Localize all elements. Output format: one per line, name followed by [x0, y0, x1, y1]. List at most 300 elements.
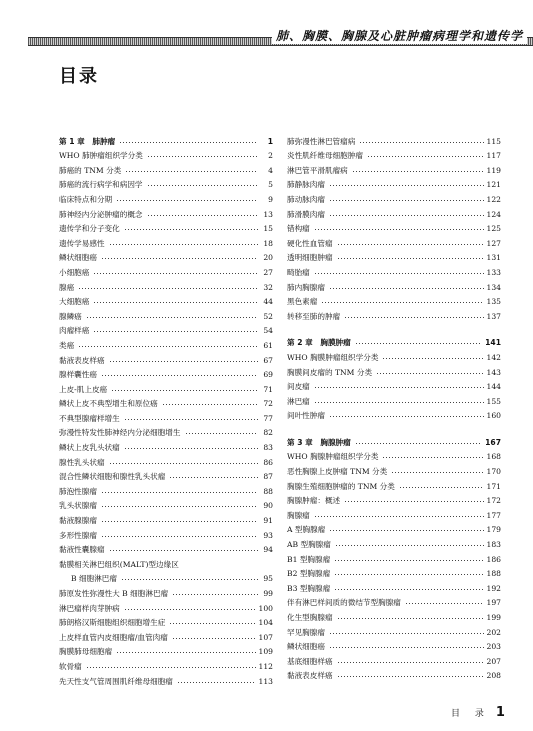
- toc-entry[interactable]: [59, 278, 273, 293]
- dot-leader: [329, 283, 484, 291]
- toc-entry-page: 20: [263, 253, 273, 263]
- dot-leader: [329, 180, 484, 188]
- dot-leader: [116, 195, 258, 203]
- toc-entry[interactable]: [59, 263, 273, 278]
- footer-label: 目 录: [451, 709, 490, 719]
- dot-leader: [93, 326, 258, 334]
- dot-leader: [111, 385, 258, 393]
- toc-entry-title: 胸腺瘤: [287, 510, 310, 520]
- page-footer: [451, 705, 505, 720]
- toc-entry-page: 122: [486, 194, 501, 204]
- dot-leader: [337, 613, 484, 621]
- toc-entry-title: 间皮瘤: [287, 382, 310, 392]
- toc-entry[interactable]: [287, 220, 501, 235]
- toc-entry-page: 117: [486, 151, 501, 161]
- toc-entry-page: 137: [486, 311, 501, 321]
- dot-leader: [172, 633, 256, 641]
- toc-entry[interactable]: [287, 462, 501, 477]
- toc-entry-title: 胸膜间皮瘤的 TNM 分类: [287, 367, 373, 377]
- toc-entry-page: 90: [263, 501, 273, 511]
- toc-entry-title: 透明细胞肿瘤: [287, 253, 333, 263]
- toc-entry-title: 混合性鳞状细胞和腺性乳头状瘤: [59, 472, 166, 482]
- toc-left-column: [59, 132, 273, 687]
- dot-leader: [119, 137, 258, 145]
- dot-leader: [101, 516, 258, 524]
- dot-leader: [329, 195, 484, 203]
- toc-entry-title: 第 3 章 胸腺肿瘤: [287, 437, 351, 447]
- dot-leader: [344, 312, 483, 320]
- toc-entry-page: 183: [486, 540, 501, 550]
- toc-entry-page: 135: [486, 297, 501, 307]
- dot-leader: [376, 368, 483, 376]
- dot-leader: [109, 458, 258, 466]
- toc-entry-page: 188: [486, 569, 501, 579]
- toc-entry-page: 69: [263, 370, 273, 380]
- toc-entry[interactable]: [287, 535, 501, 550]
- toc-entry-page: 61: [263, 340, 273, 350]
- toc-entry-title: 肺癌的流行病学和病因学: [59, 180, 143, 190]
- toc-entry[interactable]: [59, 293, 273, 308]
- toc-entry-title: 腺性乳头状瘤: [59, 457, 105, 467]
- toc-entry-title: 转移至肺的肿瘤: [287, 311, 341, 321]
- dot-leader: [329, 628, 484, 636]
- toc-entry-title: A 型胸腺瘤: [287, 525, 326, 535]
- toc-entry-page: 94: [263, 545, 273, 555]
- toc-entry[interactable]: [59, 584, 273, 599]
- toc-entry-title: 多形性腺瘤: [59, 530, 97, 540]
- toc-entry[interactable]: [287, 579, 501, 594]
- toc-entry-title: 肺神经内分泌肿瘤的概念: [59, 209, 143, 219]
- toc-entry-title: 淋巴瘤: [287, 396, 310, 406]
- toc-chapter-entry[interactable]: [287, 433, 501, 448]
- toc-entry-title: 淋巴瘤样肉芽肿病: [59, 603, 120, 613]
- toc-entry[interactable]: [287, 623, 501, 638]
- toc-entry[interactable]: [287, 190, 501, 205]
- dot-leader: [382, 452, 483, 460]
- toc-entry-title: 乳头状腺瘤: [59, 501, 97, 511]
- dot-leader: [329, 525, 483, 533]
- dot-leader: [314, 511, 484, 519]
- dot-leader: [124, 604, 256, 612]
- toc-entry[interactable]: [287, 550, 501, 565]
- toc-entry-title: 间叶性肿瘤: [287, 411, 325, 421]
- toc-entry[interactable]: [59, 190, 273, 205]
- toc-entry-page: 9: [268, 194, 273, 204]
- toc-entry-title: 上皮-肌上皮癌: [59, 384, 108, 394]
- dot-leader: [147, 180, 258, 188]
- dot-leader: [78, 283, 258, 291]
- toc-entry-page: 77: [263, 413, 273, 423]
- toc-entry[interactable]: [287, 307, 501, 322]
- toc-entry-page: 1: [267, 136, 273, 146]
- toc-entry-page: 115: [486, 136, 501, 146]
- toc-chapter-entry[interactable]: [287, 334, 501, 349]
- toc-entry-title: B 细胞淋巴瘤: [71, 574, 117, 584]
- toc-entry-title: 遗传学易感性: [59, 238, 105, 248]
- toc-entry[interactable]: [287, 638, 501, 653]
- toc-entry[interactable]: [59, 453, 273, 468]
- toc-entry[interactable]: [287, 594, 501, 609]
- toc-entry-page: 71: [263, 384, 273, 394]
- toc-entry-page: 82: [263, 428, 273, 438]
- toc-entry[interactable]: [59, 555, 273, 570]
- toc-entry[interactable]: [59, 511, 273, 526]
- toc-entry-page: 124: [486, 209, 501, 219]
- dot-leader: [125, 166, 258, 174]
- toc-entry[interactable]: [287, 492, 501, 507]
- dot-leader: [101, 253, 258, 261]
- toc-entry[interactable]: [59, 526, 273, 541]
- toc-entry-title: B1 型胸腺瘤: [287, 554, 331, 564]
- dot-leader: [314, 224, 484, 232]
- dot-leader: [334, 584, 483, 592]
- dot-leader: [124, 443, 258, 451]
- toc-entry[interactable]: [287, 652, 501, 667]
- dot-leader: [185, 428, 259, 436]
- toc-entry-title: WHO 胸腺肿瘤组织学分类: [287, 452, 379, 462]
- toc-entry[interactable]: [59, 351, 273, 366]
- dot-leader: [169, 472, 258, 480]
- dot-leader: [391, 467, 483, 475]
- toc-entry-page: 133: [486, 267, 501, 277]
- toc-entry-title: 腺鳞癌: [59, 311, 82, 321]
- dot-leader: [382, 353, 483, 361]
- toc-entry-title: 炎性肌纤维母细胞肿瘤: [287, 151, 363, 161]
- dot-leader: [337, 671, 484, 679]
- toc-entry-page: 141: [485, 338, 501, 348]
- dot-leader: [124, 224, 258, 232]
- toc-entry-title: 肺内胸腺瘤: [287, 282, 325, 292]
- toc-entry-page: 199: [486, 613, 501, 622]
- toc-entry-page: 13: [263, 209, 273, 219]
- toc-entry[interactable]: [59, 380, 273, 395]
- toc-entry-title: 鳞状细胞癌: [59, 253, 97, 263]
- toc-entry-page: 119: [486, 165, 501, 175]
- toc-entry[interactable]: [59, 541, 273, 556]
- toc-entry[interactable]: [287, 176, 501, 191]
- toc-entry[interactable]: [59, 438, 273, 453]
- dot-leader: [101, 487, 258, 495]
- dot-leader: [344, 496, 483, 504]
- toc-entry-title: 上皮样血管内皮细胞瘤/血管肉瘤: [59, 632, 168, 642]
- toc-entry-page: 107: [258, 632, 273, 642]
- toc-entry-page: 143: [486, 367, 501, 377]
- toc-entry[interactable]: [59, 570, 273, 585]
- toc-entry-title: 鳞状上皮乳头状瘤: [59, 443, 120, 453]
- toc-entry[interactable]: [287, 249, 501, 264]
- toc-entry-title: 肉瘤样癌: [59, 326, 90, 336]
- dot-leader: [329, 642, 484, 650]
- toc-entry-page: 2: [268, 151, 273, 161]
- toc-entry[interactable]: [59, 220, 273, 235]
- toc-entry-title: 腺癌: [59, 282, 75, 292]
- toc-entry-title: 硬化性血管瘤: [287, 238, 333, 248]
- toc-entry-page: 44: [263, 297, 273, 307]
- toc-entry-title: 大细胞癌: [59, 297, 90, 307]
- toc-entry[interactable]: [287, 608, 501, 623]
- toc-entry[interactable]: [59, 176, 273, 191]
- section-gap: [287, 322, 501, 334]
- toc-entry[interactable]: [287, 205, 501, 220]
- toc-entry-page: 95: [263, 574, 273, 584]
- toc-entry-page: 86: [263, 457, 273, 467]
- toc-entry[interactable]: [59, 599, 273, 614]
- toc-entry-title: 先天性支气管周围肌纤维母细胞瘤: [59, 676, 173, 686]
- dot-leader: [147, 151, 258, 159]
- toc-entry[interactable]: [287, 147, 501, 162]
- dot-leader: [101, 370, 258, 378]
- toc-entry-title: 黏膜相关淋巴组织(MALT)型边缘区: [59, 559, 179, 569]
- toc-entry-page: 202: [486, 627, 501, 637]
- toc-entry-title: 肺泡性腺瘤: [59, 486, 97, 496]
- toc-entry-page: 100: [258, 603, 273, 613]
- toc-entry-title: 胸膜肺母细胞瘤: [59, 647, 113, 657]
- toc-entry-title: 肺滑膜肉瘤: [287, 209, 325, 219]
- toc-entry-page: 27: [263, 267, 273, 277]
- toc-entry-page: 167: [485, 437, 501, 447]
- toc-entry-title: 临床特点和分期: [59, 194, 113, 204]
- toc-entry-title: 畸胎瘤: [287, 267, 310, 277]
- toc-entry-title: 淋巴管平滑肌瘤病: [287, 165, 348, 175]
- toc-entry-title: 黑色素瘤: [287, 297, 318, 307]
- toc-entry-title: 黏液表皮样癌: [287, 671, 333, 681]
- toc-entry[interactable]: [59, 614, 273, 629]
- toc-entry-title: 黏液表皮样癌: [59, 355, 105, 365]
- toc-entry-title: WHO 胸膜肿瘤组织学分类: [287, 352, 379, 362]
- toc-right-column: [287, 132, 501, 681]
- toc-entry-page: 54: [263, 326, 273, 336]
- toc-entry[interactable]: [59, 628, 273, 643]
- dot-leader: [147, 210, 258, 218]
- toc-entry[interactable]: [287, 565, 501, 580]
- toc-entry-title: 类癌: [59, 340, 75, 350]
- dot-leader: [359, 137, 483, 145]
- toc-entry-page: 5: [268, 180, 273, 190]
- toc-entry-title: 黏液性囊腺瘤: [59, 545, 105, 555]
- toc-entry-page: 112: [258, 661, 273, 671]
- toc-entry-page: 170: [486, 467, 501, 477]
- toc-entry[interactable]: [287, 392, 501, 407]
- toc-entry-title: 第 2 章 胸膜肿瘤: [287, 338, 351, 348]
- toc-entry[interactable]: [59, 409, 273, 424]
- toc-entry-page: 131: [486, 253, 501, 263]
- dot-leader: [78, 341, 258, 349]
- section-gap: [287, 421, 501, 433]
- toc-entry[interactable]: [287, 234, 501, 249]
- toc-entry[interactable]: [287, 263, 501, 278]
- page-number: 1: [495, 705, 505, 720]
- toc-entry-title: 肺癌的 TNM 分类: [59, 165, 122, 175]
- toc-entry-page: 177: [486, 510, 501, 520]
- toc-entry[interactable]: [59, 366, 273, 381]
- toc-entry-page: 93: [263, 530, 273, 540]
- toc-entry-title: 肺静脉肉瘤: [287, 180, 325, 190]
- toc-entry[interactable]: [287, 477, 501, 492]
- toc-entry-page: 179: [486, 525, 501, 535]
- toc-entry-page: 15: [263, 224, 273, 234]
- toc-entry[interactable]: [59, 307, 273, 322]
- dot-leader: [109, 356, 258, 364]
- toc-entry-page: 67: [263, 355, 273, 365]
- toc-entry[interactable]: [287, 132, 501, 147]
- toc-entry-title: AB 型胸腺瘤: [287, 540, 331, 550]
- toc-entry[interactable]: [59, 395, 273, 410]
- toc-entry-page: 168: [486, 452, 501, 462]
- dot-leader: [169, 618, 255, 626]
- dot-leader: [337, 657, 484, 665]
- toc-entry[interactable]: [59, 322, 273, 337]
- running-header: 肺、胸膜、胸腺及心脏肿瘤病理学和遗传学: [272, 27, 527, 44]
- dot-leader: [177, 677, 256, 685]
- toc-entry[interactable]: [287, 348, 501, 363]
- toc-entry-title: 肺朗格汉斯细胞组织细胞增生症: [59, 618, 166, 628]
- toc-entry-title: 肺原发性弥漫性大 B 细胞淋巴瘤: [59, 589, 169, 598]
- toc-entry-title: 胸腺肿瘤：概述: [287, 496, 341, 506]
- dot-leader: [109, 545, 258, 553]
- toc-entry-title: 腺样囊性癌: [59, 370, 97, 380]
- toc-entry-page: 197: [486, 598, 501, 608]
- toc-entry-page: 52: [263, 311, 273, 321]
- toc-entry[interactable]: [59, 234, 273, 249]
- toc-entry[interactable]: [287, 378, 501, 393]
- toc-entry-page: 91: [263, 516, 273, 526]
- dot-leader: [337, 253, 484, 261]
- dot-leader: [101, 501, 258, 509]
- toc-entry-title: 罕见胸腺瘤: [287, 627, 325, 637]
- toc-entry-page: 32: [263, 282, 273, 292]
- toc-entry-page: 203: [486, 642, 501, 652]
- toc-entry-page: 144: [486, 382, 501, 392]
- toc-entry-page: 142: [486, 352, 501, 362]
- toc-entry-title: 恶性胸腺上皮肿瘤 TNM 分类: [287, 467, 388, 477]
- toc-entry-title: WHO 肺肿瘤组织学分类: [59, 151, 143, 161]
- toc-entry-title: 伴有淋巴样间质的微结节型胸腺瘤: [287, 598, 401, 608]
- toc-entry-page: 160: [486, 411, 501, 421]
- dot-leader: [93, 297, 258, 305]
- toc-entry-title: 小细胞癌: [59, 267, 90, 277]
- toc-entry-title: 鳞状细胞癌: [287, 642, 325, 652]
- dot-leader: [355, 438, 482, 446]
- toc-entry[interactable]: [287, 407, 501, 422]
- toc-entry-page: 83: [263, 443, 273, 453]
- dot-leader: [314, 268, 484, 276]
- toc-entry-page: 171: [486, 481, 501, 491]
- toc-entry-page: 4: [268, 165, 273, 175]
- dot-leader: [93, 268, 258, 276]
- dot-leader: [314, 382, 484, 390]
- toc-entry[interactable]: [287, 278, 501, 293]
- toc-entry-title: 黏液腺腺瘤: [59, 516, 97, 526]
- dot-leader: [329, 411, 484, 419]
- dot-leader: [399, 482, 484, 490]
- dot-leader: [124, 414, 258, 422]
- dot-leader: [405, 598, 484, 606]
- toc-entry-title: 胸腺生殖细胞肿瘤的 TNM 分类: [287, 481, 395, 491]
- toc-entry-page: 104: [258, 618, 273, 628]
- toc-entry[interactable]: [59, 468, 273, 483]
- toc-entry[interactable]: [59, 249, 273, 264]
- toc-entry[interactable]: [59, 147, 273, 162]
- dot-leader: [86, 662, 256, 670]
- toc-entry-page: 18: [263, 238, 273, 248]
- dot-leader: [334, 569, 483, 577]
- dot-leader: [314, 397, 484, 405]
- toc-entry-title: 肺弥漫性淋巴管瘤病: [287, 136, 356, 146]
- toc-entry[interactable]: [59, 336, 273, 351]
- toc-entry[interactable]: [287, 293, 501, 308]
- toc-entry-title: B2 型胸腺瘤: [287, 569, 331, 579]
- toc-entry[interactable]: [59, 161, 273, 176]
- dot-leader: [86, 312, 258, 320]
- toc-entry[interactable]: [287, 506, 501, 521]
- dot-leader: [335, 540, 484, 548]
- page-title: 目录: [59, 66, 99, 87]
- toc-entry[interactable]: [59, 497, 273, 512]
- toc-entry-title: 鳞状上皮不典型增生和原位癌: [59, 399, 158, 409]
- toc-entry-page: 113: [258, 676, 273, 686]
- toc-entry-page: 127: [486, 238, 501, 248]
- toc-entry-page: 207: [486, 656, 501, 666]
- toc-entry-title: 肺动脉肉瘤: [287, 194, 325, 204]
- toc-entry-page: 125: [486, 224, 501, 234]
- toc-entry[interactable]: [287, 161, 501, 176]
- toc-entry-title: 遗传学和分子变化: [59, 224, 120, 234]
- toc-entry-page: 192: [486, 583, 501, 593]
- toc-entry-page: 186: [486, 554, 501, 564]
- toc-entry[interactable]: [59, 672, 273, 687]
- toc-entry[interactable]: [59, 657, 273, 672]
- dot-leader: [109, 239, 258, 247]
- toc-entry-title: B3 型胸腺瘤: [287, 583, 331, 593]
- dot-leader: [367, 151, 484, 159]
- toc-chapter-entry[interactable]: [59, 132, 273, 147]
- toc-entry-page: 134: [486, 282, 501, 292]
- toc-entry-page: 99: [263, 589, 273, 598]
- toc-entry-page: 109: [258, 647, 273, 657]
- toc-entry-title: 第 1 章 肺肿瘤: [59, 136, 116, 146]
- toc-entry[interactable]: [287, 448, 501, 463]
- toc-entry-page: 172: [486, 496, 501, 506]
- toc-entry-title: 错构瘤: [287, 224, 310, 234]
- toc-entry[interactable]: [287, 521, 501, 536]
- toc-entry-title: 基底细胞样癌: [287, 656, 333, 666]
- dot-leader: [355, 338, 482, 346]
- toc-entry-page: 121: [486, 180, 501, 190]
- toc-entry[interactable]: [59, 424, 273, 439]
- dot-leader: [352, 166, 484, 174]
- toc-entry[interactable]: [59, 643, 273, 658]
- toc-entry[interactable]: [59, 482, 273, 497]
- toc-entry-page: 87: [263, 472, 273, 482]
- toc-entry[interactable]: [287, 363, 501, 378]
- toc-entry-page: 72: [263, 399, 273, 409]
- toc-entry-page: 208: [486, 671, 501, 681]
- toc-entry-title: 软骨瘤: [59, 661, 82, 671]
- toc-entry[interactable]: [287, 667, 501, 682]
- toc-entry-title: 不典型腺瘤样增生: [59, 413, 120, 423]
- dot-leader: [101, 531, 258, 539]
- dot-leader: [172, 589, 258, 597]
- toc-entry[interactable]: [59, 205, 273, 220]
- dot-leader: [162, 399, 258, 407]
- dot-leader: [334, 555, 483, 563]
- toc-entry-title: 化生型胸腺瘤: [287, 613, 333, 622]
- dot-leader: [337, 239, 484, 247]
- dot-leader: [321, 297, 483, 305]
- toc-entry-page: 88: [263, 486, 273, 496]
- dot-leader: [116, 647, 255, 655]
- dot-leader: [329, 210, 484, 218]
